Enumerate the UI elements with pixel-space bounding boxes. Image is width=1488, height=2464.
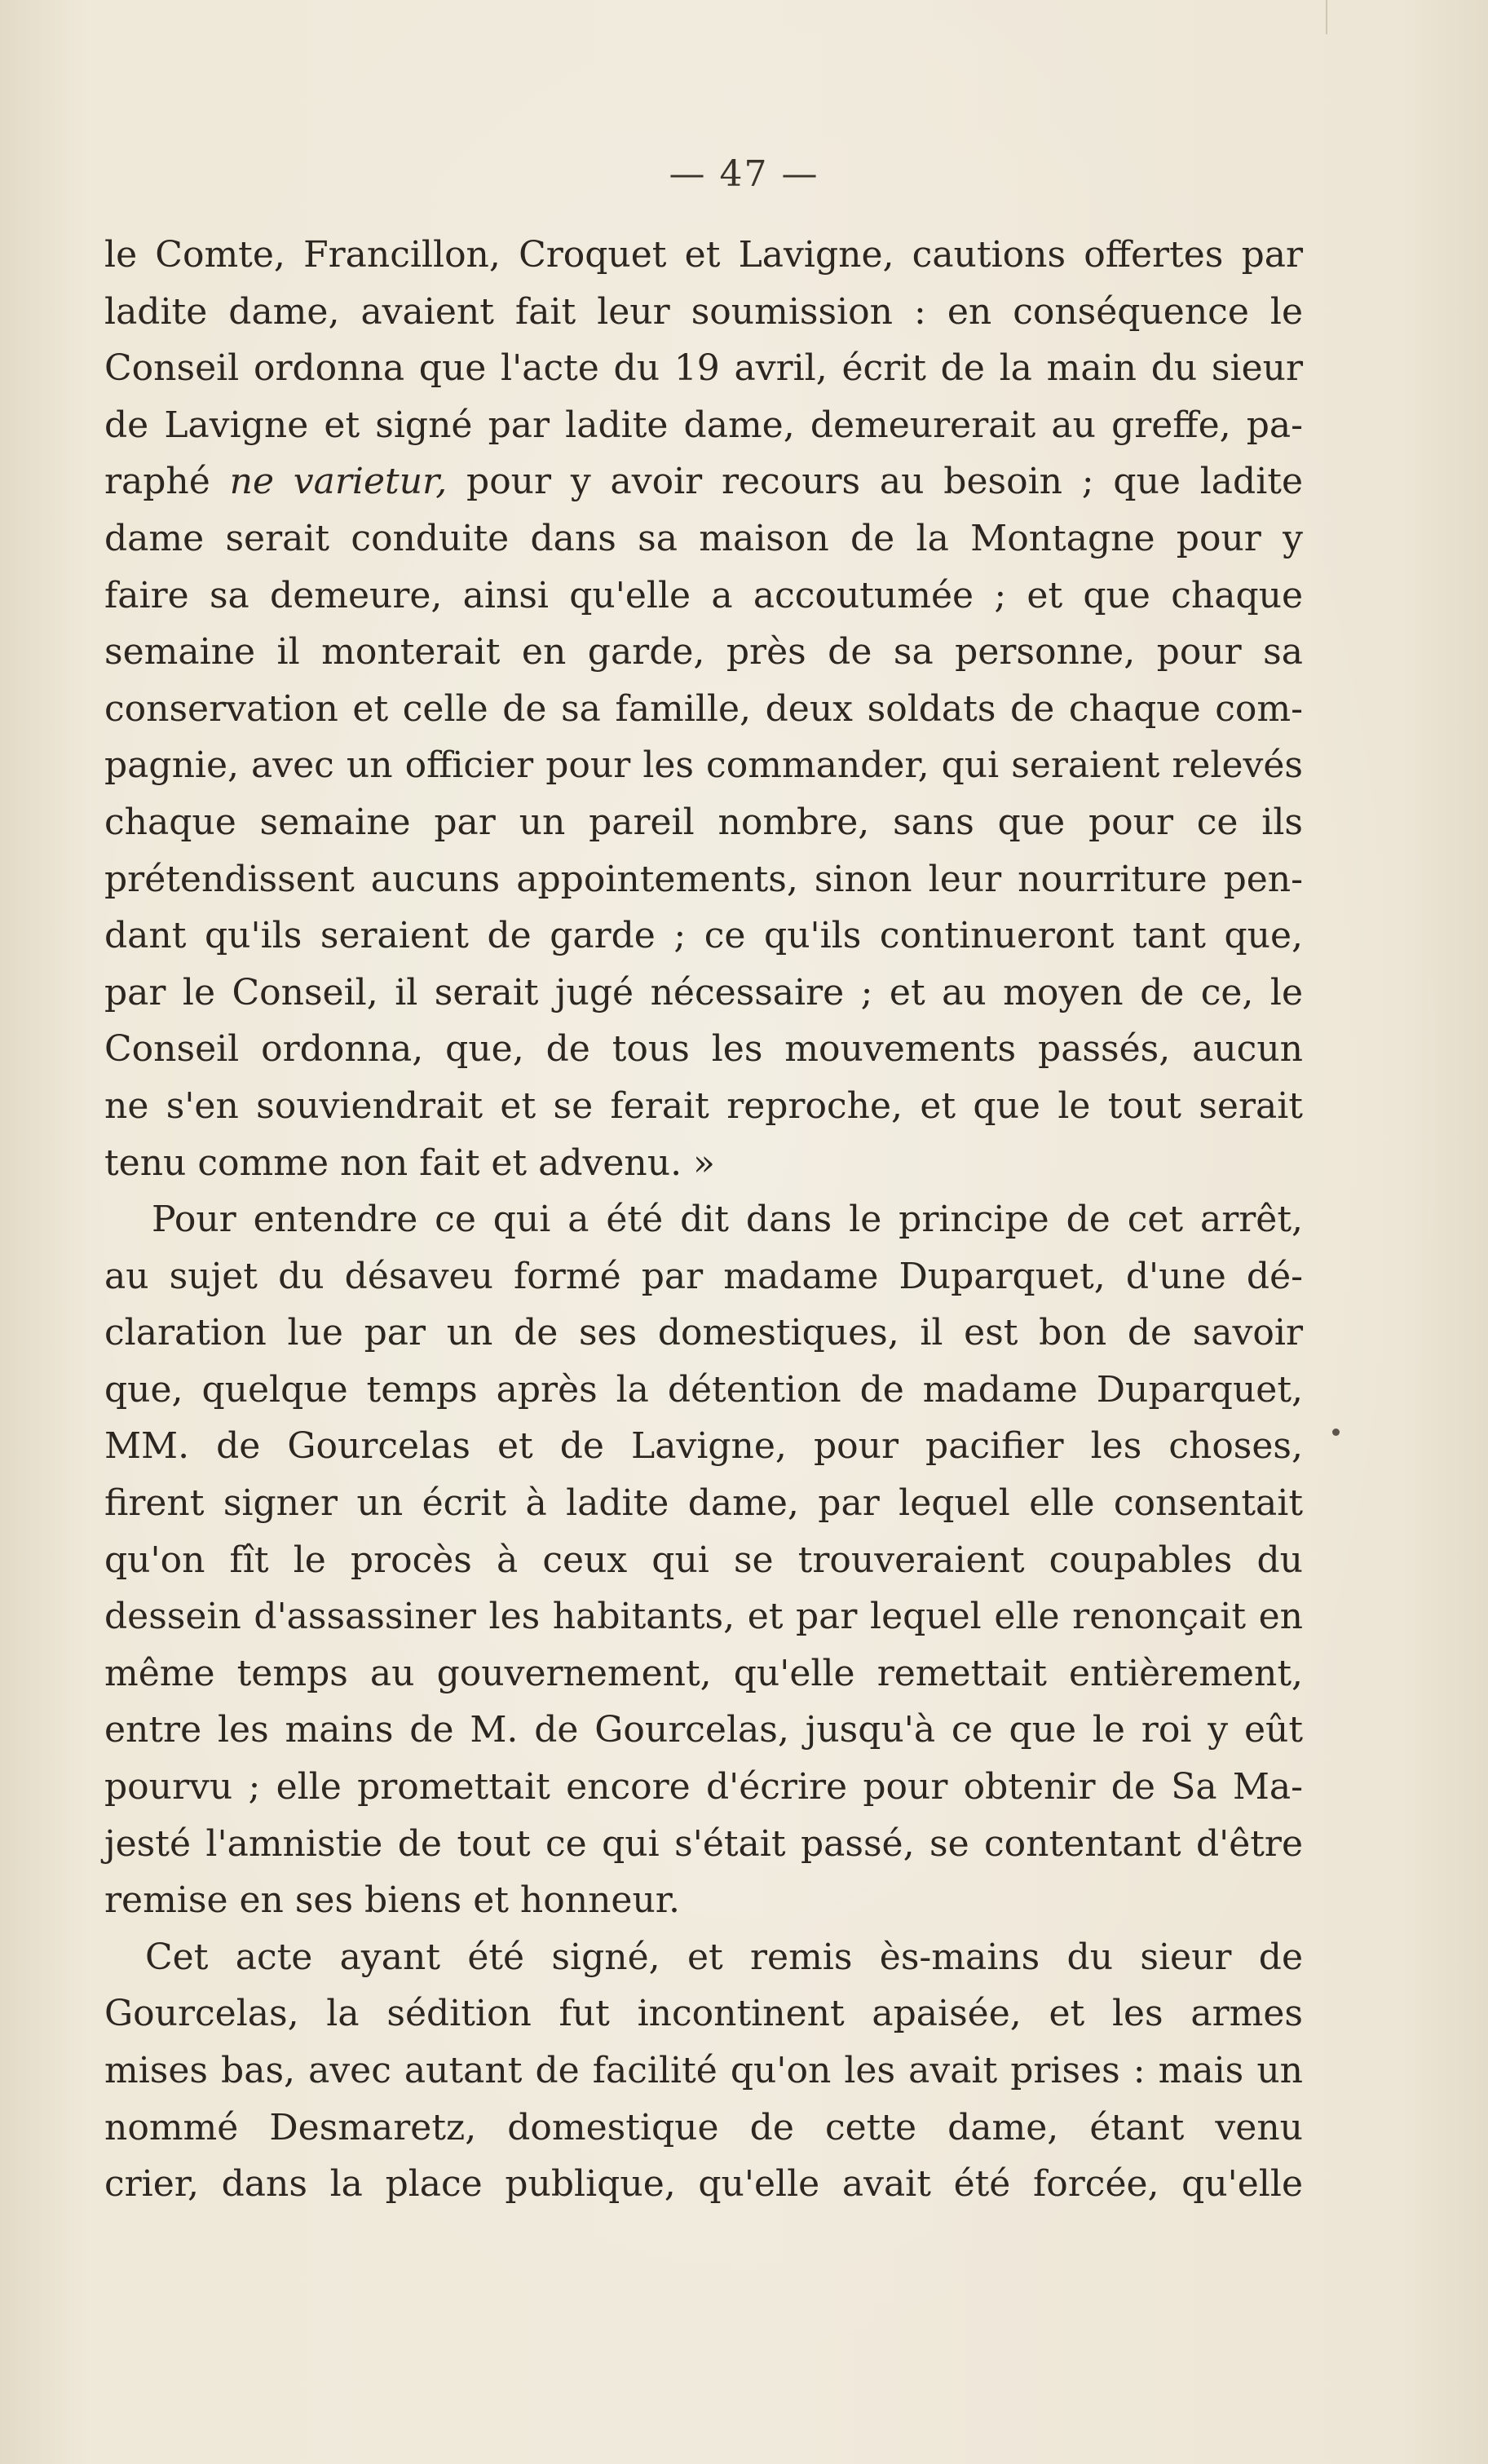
latin-phrase: ne varietur, [229, 461, 448, 503]
text-line: même temps au gouvernement, qu'elle remettait entièrement, [104, 1652, 1303, 1694]
text-line: remise en ses biens et honneur. [104, 1879, 680, 1922]
text-line: nommé Desmaretz, domestique de cette dame, étant venu [104, 2106, 1303, 2148]
text-line: faire sa demeure, ainsi qu'elle a accoutumée ; et que chaque [104, 574, 1303, 616]
text-line: dant qu'ils seraient de garde ; ce qu'ils continueront tant que, [104, 915, 1303, 957]
text-line: chaque semaine par un pareil nombre, sans que pour ce ils [104, 801, 1303, 843]
text-line: Pour entendre ce qui a été dit dans le principe de cet arrêt, [152, 1199, 1303, 1241]
text-line: MM. de Gourcelas et de Lavigne, pour pacifier les choses, [104, 1425, 1303, 1468]
text-line: qu'on fît le procès à ceux qui se trouveraient coupables du [104, 1539, 1303, 1581]
page-number-header: — 47 — [669, 153, 819, 195]
text-line: tenu comme non fait et advenu. » [104, 1141, 715, 1184]
text-line: le Comte, Francillon, Croquet et Lavigne, cautions offertes par [104, 234, 1303, 276]
text-line: firent signer un écrit à ladite dame, par lequel elle consentait [104, 1482, 1303, 1525]
text-line: par le Conseil, il serait jugé nécessaire ; et au moyen de ce, le [104, 971, 1303, 1013]
text-line: que, quelque temps après la détention de madame Duparquet, [104, 1368, 1303, 1411]
paper-crease [1326, 0, 1327, 34]
text-line: mises bas, avec autant de facilité qu'on les avait prises : mais un [104, 2050, 1303, 2091]
text-line: claration lue par un de ses domestiques, il est bon de savoir [104, 1312, 1303, 1354]
text-line: dame serait conduite dans sa maison de la Montagne pour y [104, 517, 1303, 559]
ink-speck [1332, 1429, 1340, 1436]
text-line: raphé ne varietur, pour y avoir recours au besoin ; que ladite [104, 461, 1303, 503]
text-line: ne s'en souviendrait et se ferait reproche, et que le tout serait [104, 1084, 1303, 1127]
text-line: crier, dans la place publique, qu'elle avait été forcée, qu'elle [104, 2163, 1303, 2206]
text-line: de Lavigne et signé par ladite dame, demeurerait au greffe, pa- [104, 404, 1303, 446]
text-line: semaine il monterait en garde, près de sa personne, pour sa [104, 631, 1303, 673]
text-line: prétendissent aucuns appointements, sinon leur nourriture pen- [104, 858, 1303, 900]
text-line: Conseil ordonna, que, de tous les mouvements passés, aucun [104, 1028, 1303, 1071]
body-text [104, 227, 1303, 2213]
text-line: conservation et celle de sa famille, deux soldats de chaque com- [104, 687, 1303, 730]
text-line: ladite dame, avaient fait leur soumission : en conséquence le [104, 290, 1303, 333]
text-line: jesté l'amnistie de tout ce qui s'était passé, se contentant d'être [104, 1822, 1303, 1865]
text-line: au sujet du désaveu formé par madame Duparquet, d'une dé- [104, 1255, 1303, 1297]
text-line: pourvu ; elle promettait encore d'écrire pour obtenir de Sa Ma- [104, 1766, 1303, 1808]
text-line: entre les mains de M. de Gourcelas, jusqu'à ce que le roi y eût [104, 1709, 1303, 1751]
text-line: Conseil ordonna que l'acte du 19 avril, écrit de la main du sieur [104, 347, 1303, 390]
text-line: pagnie, avec un officier pour les commander, qui seraient relevés [104, 744, 1303, 787]
text-line: dessein d'assassiner les habitants, et par lequel elle renonçait en [104, 1596, 1303, 1638]
text-line: Cet acte ayant été signé, et remis ès-mains du sieur de [145, 1936, 1303, 1978]
text-line: Gourcelas, la sédition fut incontinent apaisée, et les armes [104, 1993, 1303, 2035]
